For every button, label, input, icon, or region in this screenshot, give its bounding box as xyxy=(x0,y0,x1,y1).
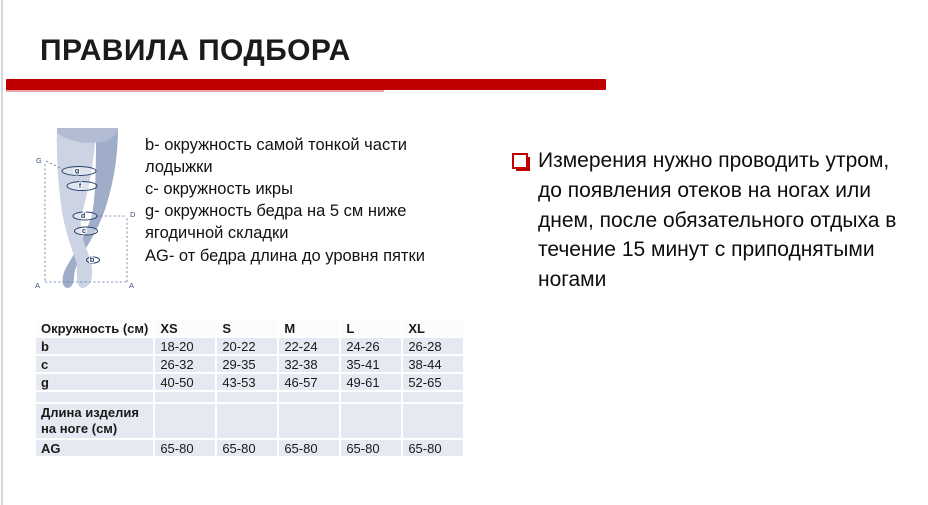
band-f xyxy=(67,182,97,191)
table-row-g xyxy=(36,374,463,390)
cell: 65-80 xyxy=(155,440,215,456)
empty-cell xyxy=(279,392,339,402)
corner-label-A-right: A xyxy=(129,281,135,290)
cell: 43-53 xyxy=(217,374,277,390)
size-table xyxy=(34,318,465,458)
header-cell-l: L xyxy=(341,320,401,336)
band-label-c: c xyxy=(81,226,87,235)
table-spacer-row xyxy=(36,392,463,402)
legs-measurement-diagram xyxy=(30,125,150,300)
cell: 65-80 xyxy=(217,440,277,456)
cell: 35-41 xyxy=(341,356,401,372)
cell: 26-32 xyxy=(155,356,215,372)
empty-cell xyxy=(279,404,339,438)
empty-cell xyxy=(341,404,401,438)
table-header-row xyxy=(36,320,463,336)
cell: 32-38 xyxy=(279,356,339,372)
cell: 52-65 xyxy=(403,374,463,390)
header-cell-s: S xyxy=(217,320,277,336)
empty-cell xyxy=(403,404,463,438)
measurement-note xyxy=(510,146,912,295)
cell: 38-44 xyxy=(403,356,463,372)
cell: 26-28 xyxy=(403,338,463,354)
header-cell-m: M xyxy=(279,320,339,336)
band-label-b: b xyxy=(89,255,95,264)
row-label: AG xyxy=(36,440,153,456)
cell: 29-35 xyxy=(217,356,277,372)
cell: 40-50 xyxy=(155,374,215,390)
table-row-c xyxy=(36,356,463,372)
header-cell-xs: XS xyxy=(155,320,215,336)
table-section-row xyxy=(36,404,463,438)
page-title: ПРАВИЛА ПОДБОРА xyxy=(40,34,351,68)
slide-left-edge xyxy=(1,0,3,505)
empty-cell xyxy=(403,392,463,402)
cell: 49-61 xyxy=(341,374,401,390)
legend-item-ag: AG- от бедра длина до уровня пятки xyxy=(145,246,425,265)
band-label-d: d xyxy=(80,211,86,220)
cell: 18-20 xyxy=(155,338,215,354)
cell: 65-80 xyxy=(279,440,339,456)
empty-cell xyxy=(217,404,277,438)
band-label-f: f xyxy=(78,181,82,190)
table-row-ag xyxy=(36,440,463,456)
accent-bar-shadow xyxy=(6,90,384,92)
empty-cell xyxy=(155,404,215,438)
legend-item-g: g- окружность бедра на 5 см ниже ягодичной складки xyxy=(145,202,407,243)
square-bullet-icon xyxy=(512,153,528,169)
legend-item-b: b- окружность самой тонкой части лодыжки xyxy=(145,136,407,177)
empty-cell xyxy=(341,392,401,402)
header-cell-circumference: Окружность (см) xyxy=(36,320,153,336)
header-cell-xl: XL xyxy=(403,320,463,336)
corner-label-D: D xyxy=(130,210,136,219)
row-label: g xyxy=(36,374,153,390)
cell: 20-22 xyxy=(217,338,277,354)
accent-bar xyxy=(6,79,606,90)
table-row-b xyxy=(36,338,463,354)
empty-cell xyxy=(217,392,277,402)
empty-cell xyxy=(155,392,215,402)
empty-cell xyxy=(36,392,153,402)
corner-label-A-left: A xyxy=(35,281,41,290)
cell: 22-24 xyxy=(279,338,339,354)
legend-item-c: c- окружность икры xyxy=(145,180,293,199)
cell: 65-80 xyxy=(403,440,463,456)
section-label: Длина изделия на ноге (см) xyxy=(36,404,153,438)
cell: 65-80 xyxy=(341,440,401,456)
corner-label-G: G xyxy=(36,156,42,165)
row-label: b xyxy=(36,338,153,354)
band-label-g: g xyxy=(74,166,80,175)
cell: 24-26 xyxy=(341,338,401,354)
note-text: Измерения нужно проводить утром, до появления отеков на ногах или днем, после обязательного отдыха в течение 15 минут с приподнятыми ногами xyxy=(538,149,897,292)
row-label: c xyxy=(36,356,153,372)
measurement-legend xyxy=(145,134,473,267)
cell: 46-57 xyxy=(279,374,339,390)
